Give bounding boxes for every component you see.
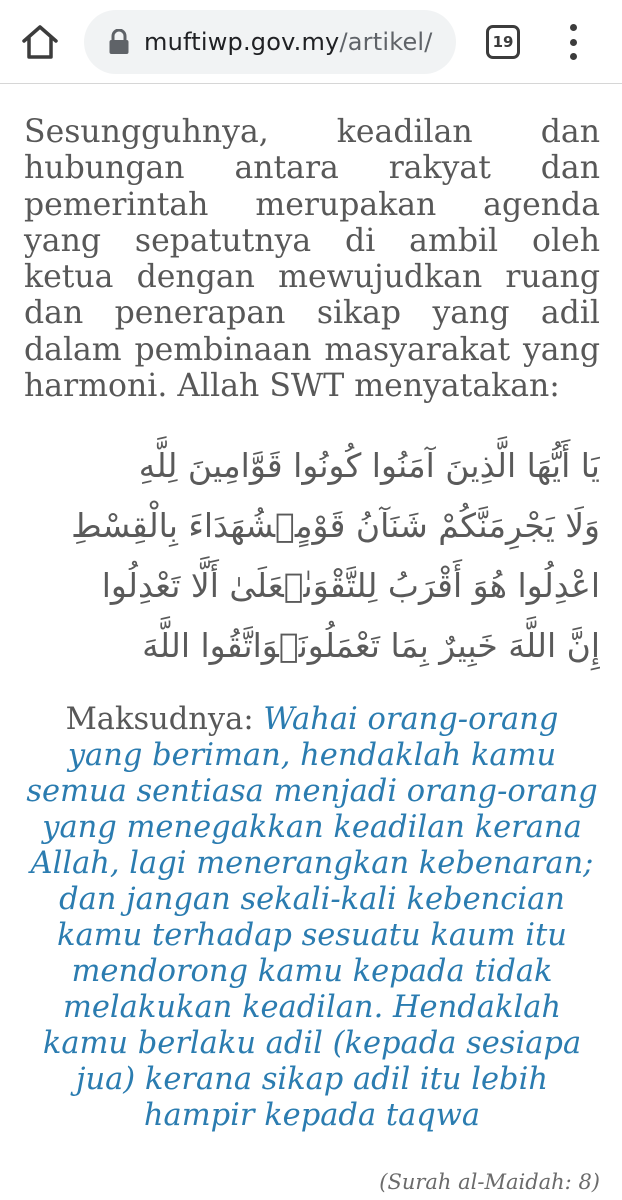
verse-line: اعْدِلُوا هُوَ أَقْرَبُ لِلتَّقْوَىٰۖعَلَىٰ أَلَّا تَعْدِلُوا [101,566,600,605]
verse-line: وَلَا يَجْرِمَنَّكُمْ شَنَآنُ قَوْمٍۖشُهَدَاءَ بِالْقِسْطِ [71,506,600,545]
meaning-translation: Wahai orang-orang yang beriman, hendaklah kamu semua sentiasa menjadi orang-orang yang menegakkan keadilan kerana Allah, lagi menerangkan kebenaran; dan jangan sekali-kali kebencian kamu terhadap sesuatu kaum itu mendorong kamu kepada tidak melakukan keadilan. Hendaklah kamu berlaku adil (kepada sesiapa jua) kerana sikap adil itu lebih hampir kepada taqwa [26,702,598,1133]
verse-meaning [24,702,600,1134]
lock-icon[interactable] [106,27,132,57]
more-vert-icon[interactable] [556,20,590,64]
tab-count: 19 [492,33,514,51]
tab-switcher-button[interactable] [486,25,520,59]
verse-line: إِنَّ اللَّهَ خَبِيرٌ بِمَا تَعْمَلُونَۚوَاتَّقُوا اللَّهَ [142,626,600,665]
browser-toolbar [0,0,622,84]
home-icon [20,23,60,61]
url-path: /artikel/ [339,28,433,56]
verse-line: يَا أَيُّهَا الَّذِينَ آمَنُوا كُونُوا قَوَّامِينَ لِلَّهِ [138,446,600,485]
verse-source: (Surah al-Maidah: 8) [379,1170,600,1194]
url-domain: muftiwp.gov.my [144,28,340,56]
quran-verse [24,436,600,676]
article-paragraph: Sesungguhnya, keadilan dan hubungan antara rakyat dan pemerintah merupakan agenda yang sepatutnya di ambil oleh ketua dengan mewujudkan ruang dan penerapan sikap yang adil dalam pembinaan masyarakat yang harmoni. Allah SWT menyatakan: [24,114,600,405]
address-bar[interactable] [84,10,456,74]
url-text [144,28,433,56]
meaning-label: Maksudnya: [65,702,254,737]
home-button[interactable] [14,18,66,66]
